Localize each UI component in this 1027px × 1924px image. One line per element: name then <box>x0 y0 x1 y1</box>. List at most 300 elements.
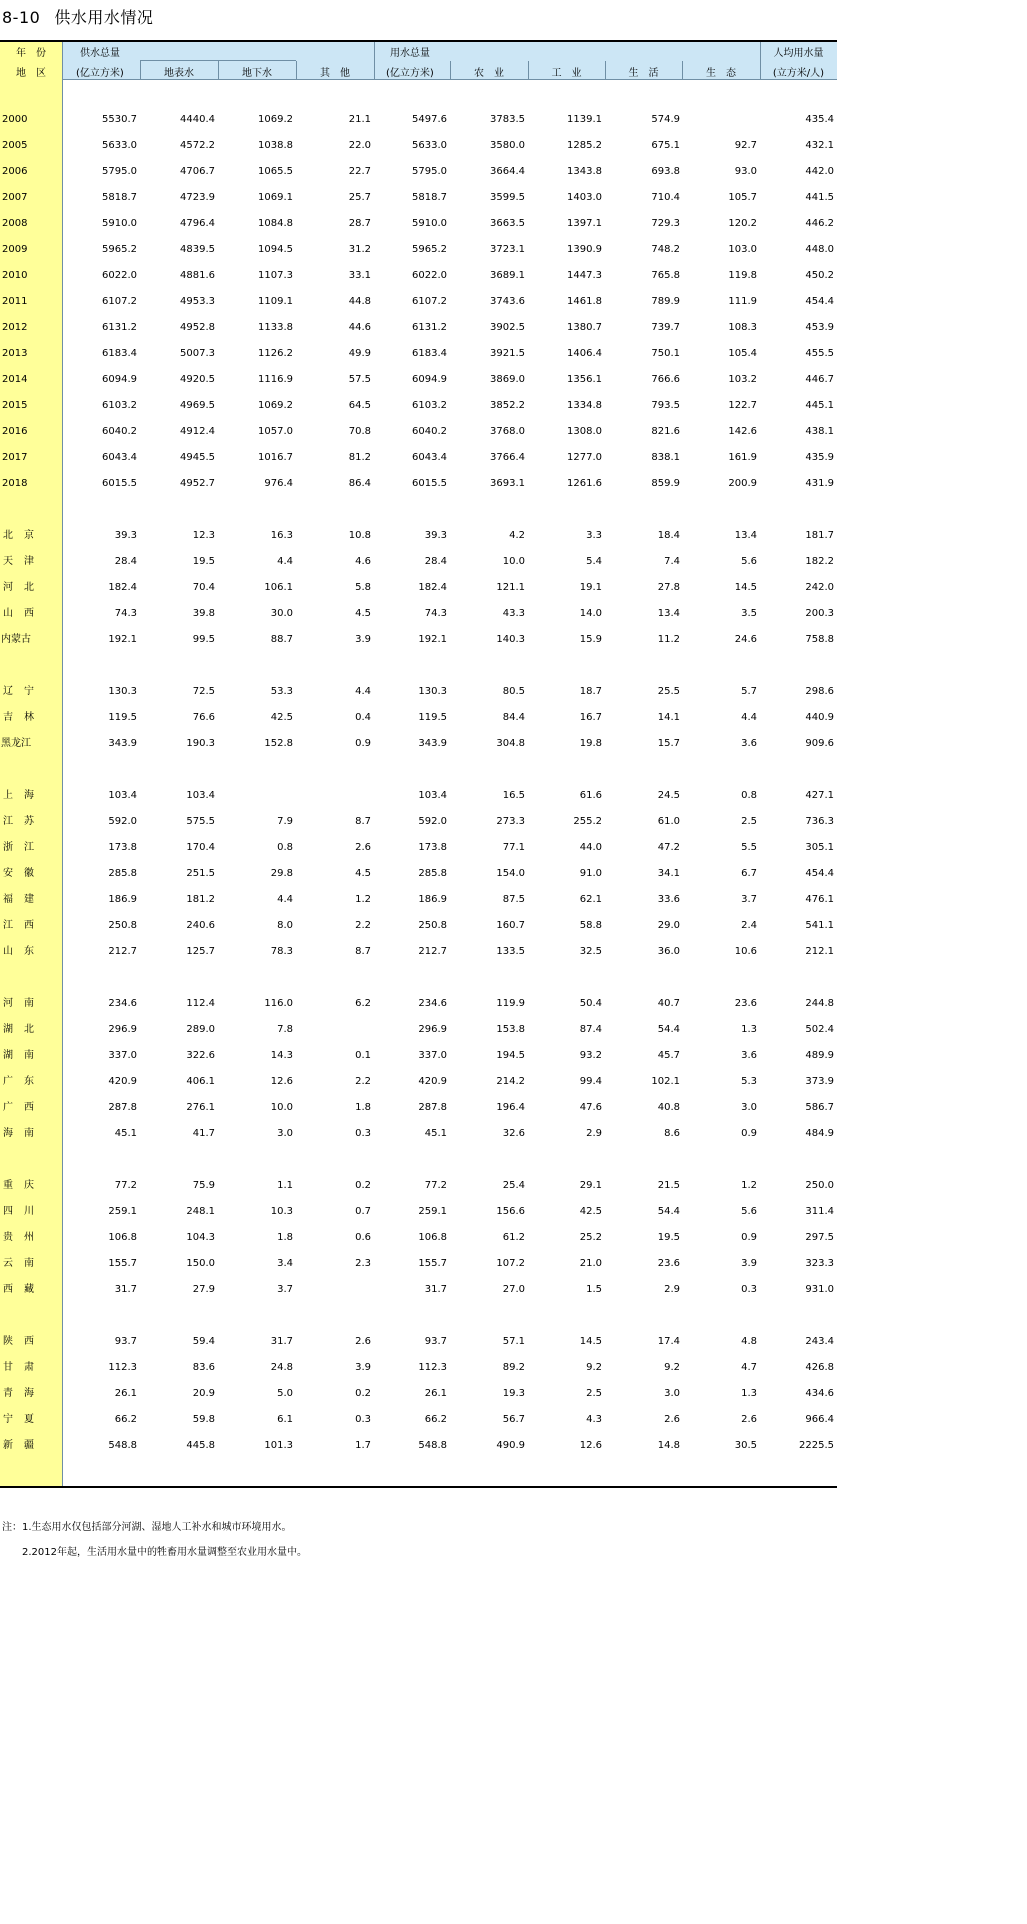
table-cell: 186.9 <box>418 894 447 905</box>
table-cell: 119.5 <box>108 712 137 723</box>
table-cell: 6043.4 <box>412 452 447 463</box>
region-label-char: 宁 <box>3 1414 13 1425</box>
table-cell: 0.1 <box>355 1050 371 1061</box>
table-cell: 99.4 <box>579 1076 602 1087</box>
table-cell <box>296 1278 371 1302</box>
table-cell: 1343.8 <box>567 166 602 177</box>
header-industry: 工 业 <box>551 68 582 79</box>
region-label <box>0 992 62 1016</box>
year-label: 2005 <box>2 140 28 151</box>
table-cell: 6043.4 <box>102 452 137 463</box>
region-label-char: 浙 <box>3 842 13 853</box>
table-cell: 675.1 <box>651 140 680 151</box>
table-cell: 438.1 <box>805 426 834 437</box>
table-cell: 5910.0 <box>102 218 137 229</box>
table-cell: 250.0 <box>805 1180 834 1191</box>
region-label <box>0 940 62 964</box>
table-cell: 39.3 <box>424 530 447 541</box>
table-cell: 2225.5 <box>799 1440 834 1451</box>
year-row <box>0 420 837 444</box>
region-row <box>0 628 837 652</box>
table-cell: 3.4 <box>277 1258 293 1269</box>
table-cell: 287.8 <box>418 1102 447 1113</box>
table-cell: 435.4 <box>805 114 834 125</box>
table-cell: 373.9 <box>805 1076 834 1087</box>
table-cell: 5965.2 <box>102 244 137 255</box>
table-cell: 10.8 <box>348 530 371 541</box>
region-row <box>0 1174 837 1198</box>
table-cell: 6022.0 <box>102 270 137 281</box>
region-row <box>0 810 837 834</box>
table-cell: 6103.2 <box>102 400 137 411</box>
table-cell: 259.1 <box>108 1206 137 1217</box>
year-label: 2014 <box>2 374 28 385</box>
table-cell: 116.0 <box>264 998 293 1009</box>
region-label <box>0 1122 62 1146</box>
table-cell: 194.5 <box>496 1050 525 1061</box>
region-label-char: 江 <box>24 842 34 853</box>
divider <box>374 42 375 79</box>
table-cell: 445.1 <box>805 400 834 411</box>
region-label-text <box>3 680 34 704</box>
table-cell: 931.0 <box>805 1284 834 1295</box>
region-row <box>0 1096 837 1120</box>
table-cell: 16.7 <box>579 712 602 723</box>
table-cell: 12.6 <box>270 1076 293 1087</box>
table-cell: 53.3 <box>270 686 293 697</box>
table-cell: 24.5 <box>657 790 680 801</box>
table-cell: 6094.9 <box>412 374 447 385</box>
table-cell: 212.7 <box>418 946 447 957</box>
table-cell: 76.6 <box>192 712 215 723</box>
table-cell: 0.3 <box>355 1128 371 1139</box>
table-cell: 592.0 <box>418 816 447 827</box>
region-label <box>0 1226 62 1250</box>
table-cell: 736.3 <box>805 816 834 827</box>
region-row <box>0 1226 837 1250</box>
table-cell: 322.6 <box>186 1050 215 1061</box>
year-label: 2013 <box>2 348 28 359</box>
region-label-char: 南 <box>24 998 34 1009</box>
table-cell: 190.3 <box>186 738 215 749</box>
table-number: 8-10 <box>2 8 41 27</box>
table-cell: 170.4 <box>186 842 215 853</box>
note-1: 注：1.生态用水仅包括部分河湖、湿地人工补水和城市环境用水。 <box>2 1522 292 1533</box>
table-cell: 26.1 <box>424 1388 447 1399</box>
table-cell: 4.8 <box>741 1336 757 1347</box>
table-cell: 4912.4 <box>180 426 215 437</box>
table-cell: 10.0 <box>270 1102 293 1113</box>
table-cell: 16.3 <box>270 530 293 541</box>
table-cell: 5910.0 <box>412 218 447 229</box>
table-cell: 693.8 <box>651 166 680 177</box>
year-label: 2016 <box>2 426 28 437</box>
table-cell: 289.0 <box>186 1024 215 1035</box>
table-cell: 88.7 <box>270 634 293 645</box>
table-cell: 5.8 <box>355 582 371 593</box>
table-cell: 2.5 <box>586 1388 602 1399</box>
table-cell: 343.9 <box>418 738 447 749</box>
region-label-char: 海 <box>24 790 34 801</box>
region-row <box>0 550 837 574</box>
table-cell: 6040.2 <box>412 426 447 437</box>
table-cell: 4969.5 <box>180 400 215 411</box>
table-cell: 14.0 <box>579 608 602 619</box>
table-cell: 3.0 <box>277 1128 293 1139</box>
region-label-char: 河 <box>3 582 13 593</box>
table-cell: 54.4 <box>657 1206 680 1217</box>
region-row <box>0 992 837 1016</box>
table-cell: 112.3 <box>108 1362 137 1373</box>
table-cell: 3.0 <box>741 1102 757 1113</box>
region-label-char: 林 <box>24 712 34 723</box>
table-cell: 454.4 <box>805 868 834 879</box>
table-cell: 27.8 <box>657 582 680 593</box>
region-label-char: 川 <box>24 1206 34 1217</box>
table-cell: 5497.6 <box>412 114 447 125</box>
table-cell: 25.4 <box>502 1180 525 1191</box>
table-cell: 758.8 <box>805 634 834 645</box>
table-cell: 56.7 <box>502 1414 525 1425</box>
table-cell: 1107.3 <box>258 270 293 281</box>
region-label-char: 山 <box>3 608 13 619</box>
table-cell: 765.8 <box>651 270 680 281</box>
table-cell: 1065.5 <box>258 166 293 177</box>
table-cell: 1397.1 <box>567 218 602 229</box>
region-label-char: 上 <box>3 790 13 801</box>
table-cell: 1.2 <box>741 1180 757 1191</box>
table-cell: 0.2 <box>355 1388 371 1399</box>
table-cell: 0.9 <box>741 1232 757 1243</box>
table-cell: 104.3 <box>186 1232 215 1243</box>
table-cell: 1261.6 <box>567 478 602 489</box>
region-row <box>0 1382 837 1406</box>
table-cell: 541.1 <box>805 920 834 931</box>
table-cell: 1069.2 <box>258 400 293 411</box>
year-label: 2017 <box>2 452 28 463</box>
table-cell: 108.3 <box>728 322 757 333</box>
table-cell: 4920.5 <box>180 374 215 385</box>
table-cell: 142.6 <box>728 426 757 437</box>
table-cell: 4952.7 <box>180 478 215 489</box>
table-cell: 490.9 <box>496 1440 525 1451</box>
table-cell: 44.0 <box>579 842 602 853</box>
table-cell: 304.8 <box>496 738 525 749</box>
region-label-text <box>3 1382 34 1406</box>
table-cell: 0.9 <box>741 1128 757 1139</box>
table-cell: 39.3 <box>114 530 137 541</box>
table-cell: 112.4 <box>186 998 215 1009</box>
table-cell: 6094.9 <box>102 374 137 385</box>
table-cell: 19.8 <box>579 738 602 749</box>
table-cell: 1069.2 <box>258 114 293 125</box>
table-cell: 10.6 <box>734 946 757 957</box>
table-cell: 6.1 <box>277 1414 293 1425</box>
table-cell: 107.2 <box>496 1258 525 1269</box>
table-cell: 1.8 <box>277 1232 293 1243</box>
table-cell: 3.6 <box>741 738 757 749</box>
header-bottom-line <box>62 79 837 80</box>
table-cell: 15.7 <box>657 738 680 749</box>
divider <box>140 60 296 61</box>
table-cell: 255.2 <box>573 816 602 827</box>
region-label-char: 海 <box>3 1128 13 1139</box>
table-cell: 133.5 <box>496 946 525 957</box>
table-cell: 8.7 <box>355 816 371 827</box>
table-cell: 5795.0 <box>412 166 447 177</box>
region-label-char: 安 <box>3 868 13 879</box>
table-cell: 240.6 <box>186 920 215 931</box>
table-cell: 21.1 <box>348 114 371 125</box>
table-cell: 3.3 <box>586 530 602 541</box>
header-supply-unit: (亿立方米) <box>76 68 124 79</box>
table-cell: 47.2 <box>657 842 680 853</box>
table-cell: 31.7 <box>424 1284 447 1295</box>
table-cell: 859.9 <box>651 478 680 489</box>
year-label: 2006 <box>2 166 28 177</box>
table-cell: 19.5 <box>192 556 215 567</box>
table-cell: 130.3 <box>418 686 447 697</box>
header-domestic: 生 活 <box>628 68 659 79</box>
table-cell: 3768.0 <box>490 426 525 437</box>
table-cell: 72.5 <box>192 686 215 697</box>
region-row <box>0 1122 837 1146</box>
table-cell: 5818.7 <box>102 192 137 203</box>
table-cell: 574.9 <box>651 114 680 125</box>
region-label-char: 湖 <box>3 1050 13 1061</box>
table-cell: 24.6 <box>734 634 757 645</box>
table-cell: 42.5 <box>579 1206 602 1217</box>
region-label-char: 福 <box>3 894 13 905</box>
region-label-char: 四 <box>3 1206 13 1217</box>
region-label-char: 津 <box>24 556 34 567</box>
table-cell: 3783.5 <box>490 114 525 125</box>
region-label-text <box>3 1226 34 1250</box>
table-cell: 446.2 <box>805 218 834 229</box>
table-cell: 2.9 <box>586 1128 602 1139</box>
region-label-char: 湖 <box>3 1024 13 1035</box>
table-cell: 7.4 <box>664 556 680 567</box>
table-cell: 2.6 <box>355 1336 371 1347</box>
table-cell: 793.5 <box>651 400 680 411</box>
table-cell: 243.4 <box>805 1336 834 1347</box>
table-cell: 6.7 <box>741 868 757 879</box>
table-cell: 57.1 <box>502 1336 525 1347</box>
table-cell: 25.7 <box>348 192 371 203</box>
table-cell: 1094.5 <box>258 244 293 255</box>
region-label-text <box>3 862 34 886</box>
region-label-text <box>3 810 34 834</box>
table-cell: 420.9 <box>418 1076 447 1087</box>
table-cell: 105.4 <box>728 348 757 359</box>
table-cell: 446.7 <box>805 374 834 385</box>
table-title: 供水用水情况 <box>54 8 154 27</box>
region-label-char: 南 <box>24 1050 34 1061</box>
region-row <box>0 1252 837 1276</box>
table-cell: 58.8 <box>579 920 602 931</box>
table-cell: 24.8 <box>270 1362 293 1373</box>
table-cell: 287.8 <box>108 1102 137 1113</box>
region-label-char: 西 <box>24 608 34 619</box>
header-percap: 人均用水量 <box>773 48 824 59</box>
region-label-char: 海 <box>24 1388 34 1399</box>
region-label-text <box>3 1408 34 1432</box>
region-label-char: 云 <box>3 1258 13 1269</box>
region-label <box>0 1382 62 1406</box>
region-label-text <box>3 706 34 730</box>
region-label-char: 庆 <box>24 1180 34 1191</box>
table-cell: 250.8 <box>108 920 137 931</box>
table-cell: 1447.3 <box>567 270 602 281</box>
table-cell: 976.4 <box>264 478 293 489</box>
region-row <box>0 862 837 886</box>
table-cell: 3902.5 <box>490 322 525 333</box>
region-label <box>0 1252 62 1276</box>
table-cell: 1126.2 <box>258 348 293 359</box>
region-row <box>0 784 837 808</box>
table-cell: 89.2 <box>502 1362 525 1373</box>
region-row <box>0 1278 837 1302</box>
region-label-text <box>3 1122 34 1146</box>
table-cell <box>296 1018 371 1042</box>
table-cell: 140.3 <box>496 634 525 645</box>
region-label <box>0 1174 62 1198</box>
table-cell: 3599.5 <box>490 192 525 203</box>
page-title <box>2 5 153 28</box>
header-ground: 地下水 <box>242 68 272 79</box>
table-cell: 87.5 <box>502 894 525 905</box>
region-label-char: 西 <box>24 920 34 931</box>
table-cell: 838.1 <box>651 452 680 463</box>
table-cell: 112.3 <box>418 1362 447 1373</box>
table-cell: 4.6 <box>355 556 371 567</box>
header-eco: 生 态 <box>706 68 736 79</box>
region-label-char: 山 <box>3 946 13 957</box>
table-cell: 130.3 <box>108 686 137 697</box>
table-cell: 1.8 <box>355 1102 371 1113</box>
table-cell: 821.6 <box>651 426 680 437</box>
header-year: 年 份 <box>16 48 46 59</box>
table-cell: 6040.2 <box>102 426 137 437</box>
table-cell: 298.6 <box>805 686 834 697</box>
table-cell: 153.8 <box>496 1024 525 1035</box>
region-row <box>0 680 837 704</box>
region-label <box>0 1278 62 1302</box>
table-cell: 111.9 <box>728 296 757 307</box>
table-cell: 160.7 <box>496 920 525 931</box>
region-label-char: 北 <box>3 530 13 541</box>
year-row <box>0 342 837 366</box>
table-cell: 1.2 <box>355 894 371 905</box>
table-cell: 30.5 <box>734 1440 757 1451</box>
table-cell: 250.8 <box>418 920 447 931</box>
table-cell: 70.4 <box>192 582 215 593</box>
region-label-text <box>3 914 34 938</box>
table-bottom-border <box>0 1486 837 1488</box>
table-cell: 4839.5 <box>180 244 215 255</box>
region-label-text <box>3 1330 34 1354</box>
table-cell: 5.0 <box>277 1388 293 1399</box>
year-row <box>0 108 837 132</box>
table-cell: 155.7 <box>418 1258 447 1269</box>
region-row <box>0 1018 837 1042</box>
table-cell: 200.9 <box>728 478 757 489</box>
table-cell: 182.4 <box>418 582 447 593</box>
table-cell: 5530.7 <box>102 114 137 125</box>
table-cell: 1.3 <box>741 1388 757 1399</box>
table-cell: 45.1 <box>114 1128 137 1139</box>
table-cell: 19.1 <box>579 582 602 593</box>
table-cell: 3.0 <box>664 1388 680 1399</box>
region-label-char: 重 <box>3 1180 13 1191</box>
region-label-char: 新 <box>3 1440 13 1451</box>
table-cell: 766.6 <box>651 374 680 385</box>
region-label-text <box>3 1018 34 1042</box>
region-label-char: 陕 <box>3 1336 13 1347</box>
table-cell: 5818.7 <box>412 192 447 203</box>
table-cell: 47.6 <box>579 1102 602 1113</box>
table-cell: 5633.0 <box>412 140 447 151</box>
table-cell: 6107.2 <box>412 296 447 307</box>
year-label: 2012 <box>2 322 28 333</box>
header-use-unit: (亿立方米) <box>386 68 434 79</box>
table-cell: 1016.7 <box>258 452 293 463</box>
region-label-char: 青 <box>3 1388 13 1399</box>
year-label: 2011 <box>2 296 28 307</box>
region-label-char: 疆 <box>24 1440 34 1451</box>
table-cell: 323.3 <box>805 1258 834 1269</box>
region-label-text <box>3 1356 34 1380</box>
table-cell: 440.9 <box>805 712 834 723</box>
table-cell: 1.3 <box>741 1024 757 1035</box>
table-cell: 4.4 <box>355 686 371 697</box>
table-cell: 16.5 <box>502 790 525 801</box>
table-cell: 4953.3 <box>180 296 215 307</box>
table-cell: 445.8 <box>186 1440 215 1451</box>
table-cell: 909.6 <box>805 738 834 749</box>
table-cell: 0.8 <box>277 842 293 853</box>
region-row <box>0 888 837 912</box>
table-cell: 12.3 <box>192 530 215 541</box>
table-cell: 4952.8 <box>180 322 215 333</box>
table-cell: 1461.8 <box>567 296 602 307</box>
table-cell: 12.6 <box>579 1440 602 1451</box>
table-cell: 5795.0 <box>102 166 137 177</box>
table-cell: 6183.4 <box>412 348 447 359</box>
table-cell: 80.5 <box>502 686 525 697</box>
table-cell: 18.4 <box>657 530 680 541</box>
table-cell: 305.1 <box>805 842 834 853</box>
table-cell: 4440.4 <box>180 114 215 125</box>
table-cell: 484.9 <box>805 1128 834 1139</box>
table-cell: 3663.5 <box>490 218 525 229</box>
table-cell: 6107.2 <box>102 296 137 307</box>
year-row <box>0 472 837 496</box>
table-cell: 3.9 <box>355 1362 371 1373</box>
table-cell: 1334.8 <box>567 400 602 411</box>
table-cell: 212.7 <box>108 946 137 957</box>
table-cell: 181.2 <box>186 894 215 905</box>
region-label-text <box>3 1096 34 1120</box>
table-cell: 36.0 <box>657 946 680 957</box>
table-cell: 14.3 <box>270 1050 293 1061</box>
table-cell <box>682 108 757 132</box>
table-cell: 435.9 <box>805 452 834 463</box>
region-label-char: 京 <box>24 530 34 541</box>
table-cell: 426.8 <box>805 1362 834 1373</box>
table-cell: 3852.2 <box>490 400 525 411</box>
table-cell: 6022.0 <box>412 270 447 281</box>
